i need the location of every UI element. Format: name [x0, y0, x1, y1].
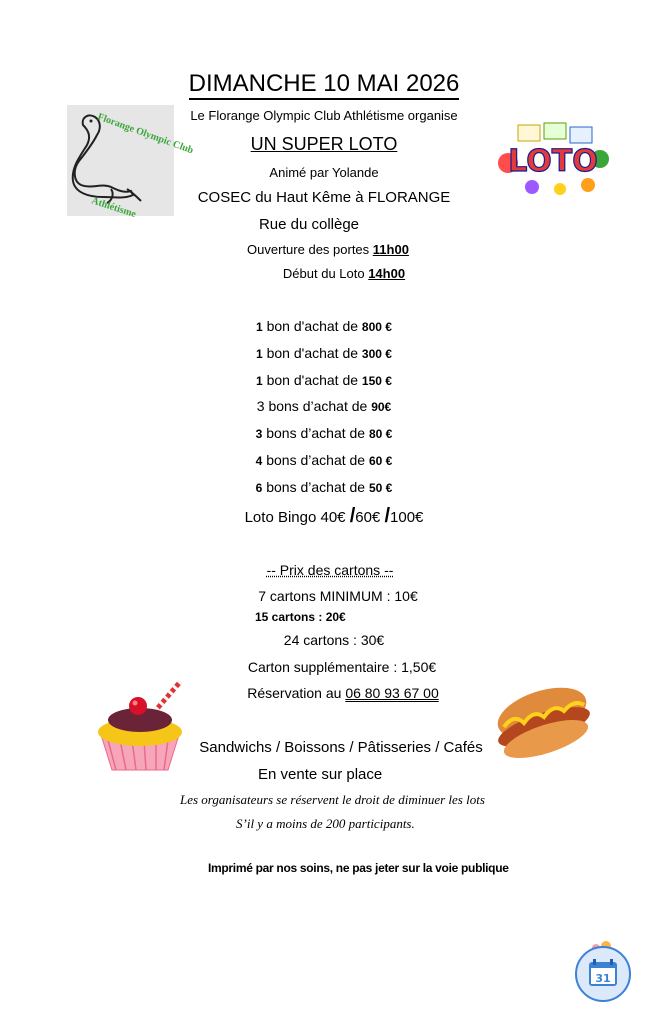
seal-icon	[67, 105, 195, 221]
page-title: DIMANCHE 10 MAI 2026	[0, 70, 648, 98]
food-items: Sandwichs / Boissons / Pâtisseries / Cafés	[199, 739, 483, 756]
food-sale: En vente sur place	[258, 766, 383, 783]
prize-line: 4 bons d’achat de 60 €	[255, 452, 393, 468]
disclaimer-line: S’il y a moins de 200 participants.	[236, 816, 415, 831]
svg-text:31: 31	[595, 972, 611, 985]
start-line: Début du Loto 14h00	[282, 266, 406, 281]
event-name: UN SUPER LOTO	[250, 134, 398, 154]
calendar-badge[interactable]	[574, 940, 632, 1004]
prize-line: 1 bon d'achat de 800 €	[256, 318, 392, 334]
svg-text:LOTO: LOTO	[508, 144, 598, 179]
prize-line: 3 bons d’achat de 80 €	[255, 425, 393, 441]
pricing-line: 15 cartons : 20€	[255, 610, 346, 624]
pricing-heading: -- Prix des cartons --	[266, 562, 394, 578]
disclaimer-line: Les organisateurs se réservent le droit de diminuer les lots	[180, 792, 485, 807]
loto-badge	[488, 123, 618, 198]
prize-line: 1 bon d'achat de 300 €	[256, 345, 392, 361]
pricing-line: Carton supplémentaire : 1,50€	[247, 659, 437, 675]
doors-line: Ouverture des portes 11h00	[247, 242, 409, 257]
venue-line: COSEC du Haut Kême à FLORANGE	[197, 189, 451, 206]
pricing-line: 7 cartons MINIMUM : 10€	[258, 588, 418, 604]
prize-line: 6 bons d’achat de 50 €	[255, 479, 393, 495]
bingo-line: Loto Bingo 40€ /60€ /100€	[244, 505, 424, 527]
pricing-line: 24 cartons : 30€	[283, 632, 385, 648]
calendar-icon	[574, 940, 632, 1004]
cupcake-image	[94, 680, 184, 775]
club-logo	[67, 105, 195, 221]
svg-text:Florange Olympic Club: Florange Olympic Club	[95, 111, 195, 157]
prize-line: 3 bons d’achat de 90€	[256, 398, 392, 414]
svg-text:Athlétisme: Athlétisme	[90, 195, 138, 221]
street-line: Rue du collège	[258, 216, 360, 233]
organizer-line: Le Florange Olympic Club Athlétisme organise	[190, 108, 458, 123]
cupcake-icon	[94, 680, 184, 775]
phone-number: 06 80 93 67 00	[345, 685, 439, 701]
reservation-line: Réservation au 06 80 93 67 00	[247, 685, 439, 701]
host-line: Animé par Yolande	[269, 165, 379, 180]
prize-line: 1 bon d'achat de 150 €	[256, 372, 392, 388]
footer-note: Imprimé par nos soins, ne pas jeter sur la voie publique	[208, 861, 509, 875]
loto-balls-icon	[488, 123, 618, 198]
